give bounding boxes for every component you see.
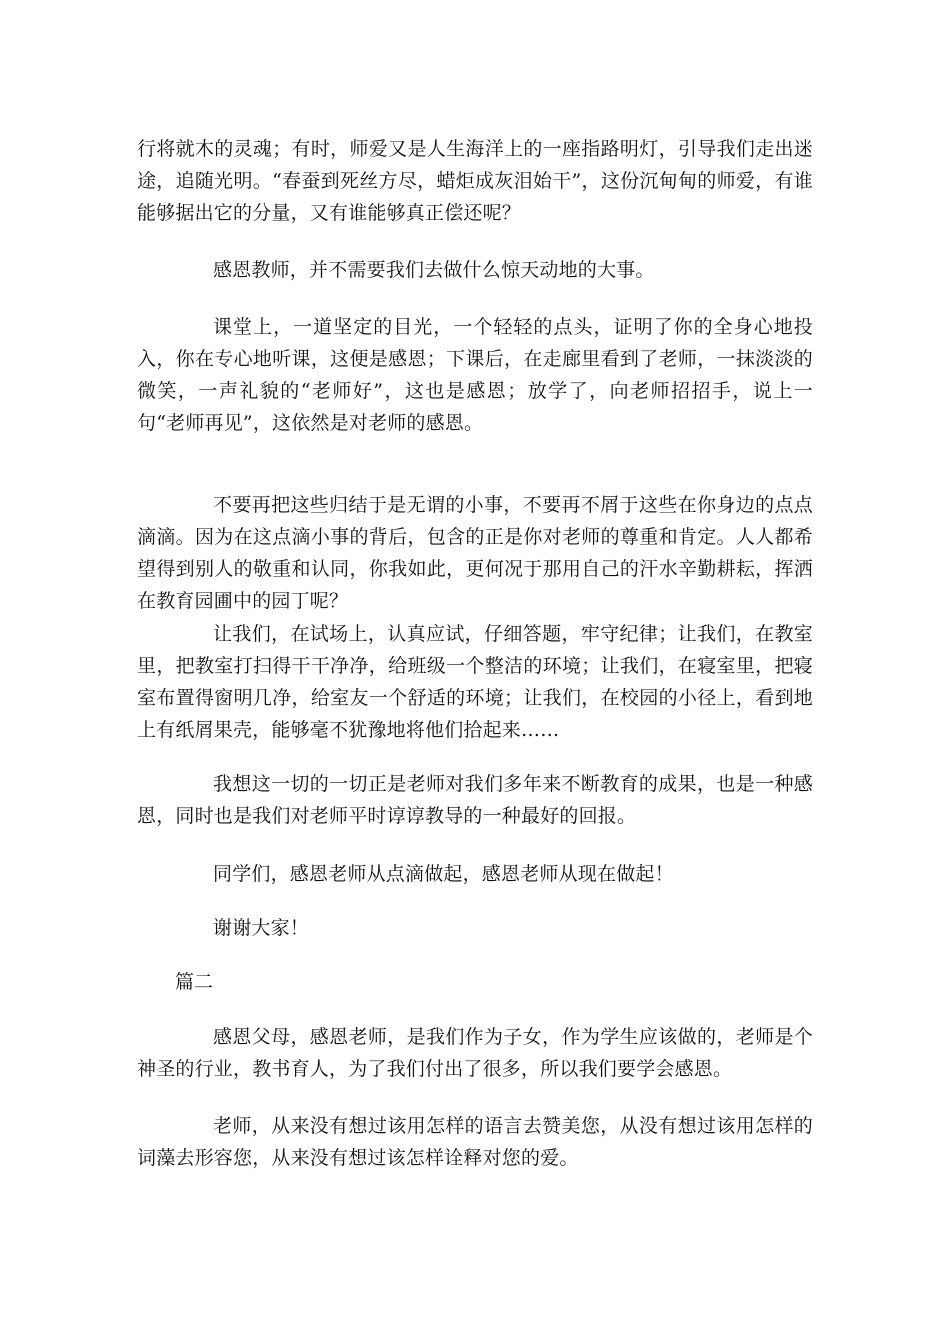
paragraph-classroom: 课堂上，一道坚定的目光，一个轻轻的点头，证明了你的全身心地投入，你在专心地听课，这便是感恩；下课后，在走廊里看到了老师，一抹淡淡的微笑，一声礼貌的“老师好”，这也是感恩；放学了，向老师招招手，说上一句“老师再见”，这依然是对老师的感恩。 bbox=[137, 316, 813, 434]
paragraph-gratitude-intro: 感恩教师，并不需要我们去做什么惊天动地的大事。 bbox=[213, 259, 655, 281]
paragraph-thanks: 谢谢大家！ bbox=[213, 917, 310, 939]
paragraph-parents-teachers: 感恩父母，感恩老师，是我们作为子女，作为学生应该做的，老师是个神圣的行业，教书育人，为了我们付出了很多，所以我们要学会感恩。 bbox=[137, 1026, 813, 1080]
paragraph-reward: 我想这一切的一切正是老师对我们多年来不断教育的成果，也是一种感恩，同时也是我们对老师平时谆谆教导的一种最好的回报。 bbox=[137, 773, 813, 827]
paragraph-call-to-action: 同学们，感恩老师从点滴做起，感恩老师从现在做起！ bbox=[213, 863, 674, 885]
section-heading-part-two: 篇二 bbox=[175, 971, 214, 993]
paragraph-continuation: 行将就木的灵魂；有时，师爱又是人生海洋上的一座指路明灯，引导我们走出迷途，追随光明。“春蚕到死丝方尽，蜡炬成灰泪始干”，这份沉甸甸的师爱，有谁能够据出它的分量，又有谁能够真正偿还呢？ bbox=[137, 138, 813, 224]
paragraph-praise-teacher: 老师，从来没有想过该用怎样的语言去赞美您，从没有想过该用怎样的词藻去形容您，从来没有想过该怎样诠释对您的爱。 bbox=[137, 1115, 813, 1169]
paragraph-let-us: 让我们，在试场上，认真应试，仔细答题，牢守纪律；让我们，在教室里，把教室打扫得干干净净，给班级一个整洁的环境；让我们，在寝室里，把寝室布置得窗明几净，给室友一个舒适的环境；让我们，在校园的小径上，看到地上有纸屑果壳，能够毫不犹豫地将他们拾起来…… bbox=[137, 623, 813, 741]
paragraph-small-things: 不要再把这些归结于是无谓的小事，不要再不屑于这些在你身边的点点滴滴。因为在这点滴小事的背后，包含的正是你对老师的尊重和肯定。人人都希望得到别人的敬重和认同，你我如此，更何况于那用自己的汗水辛勤耕耘，挥洒在教育园圃中的园丁呢？ bbox=[137, 494, 813, 612]
